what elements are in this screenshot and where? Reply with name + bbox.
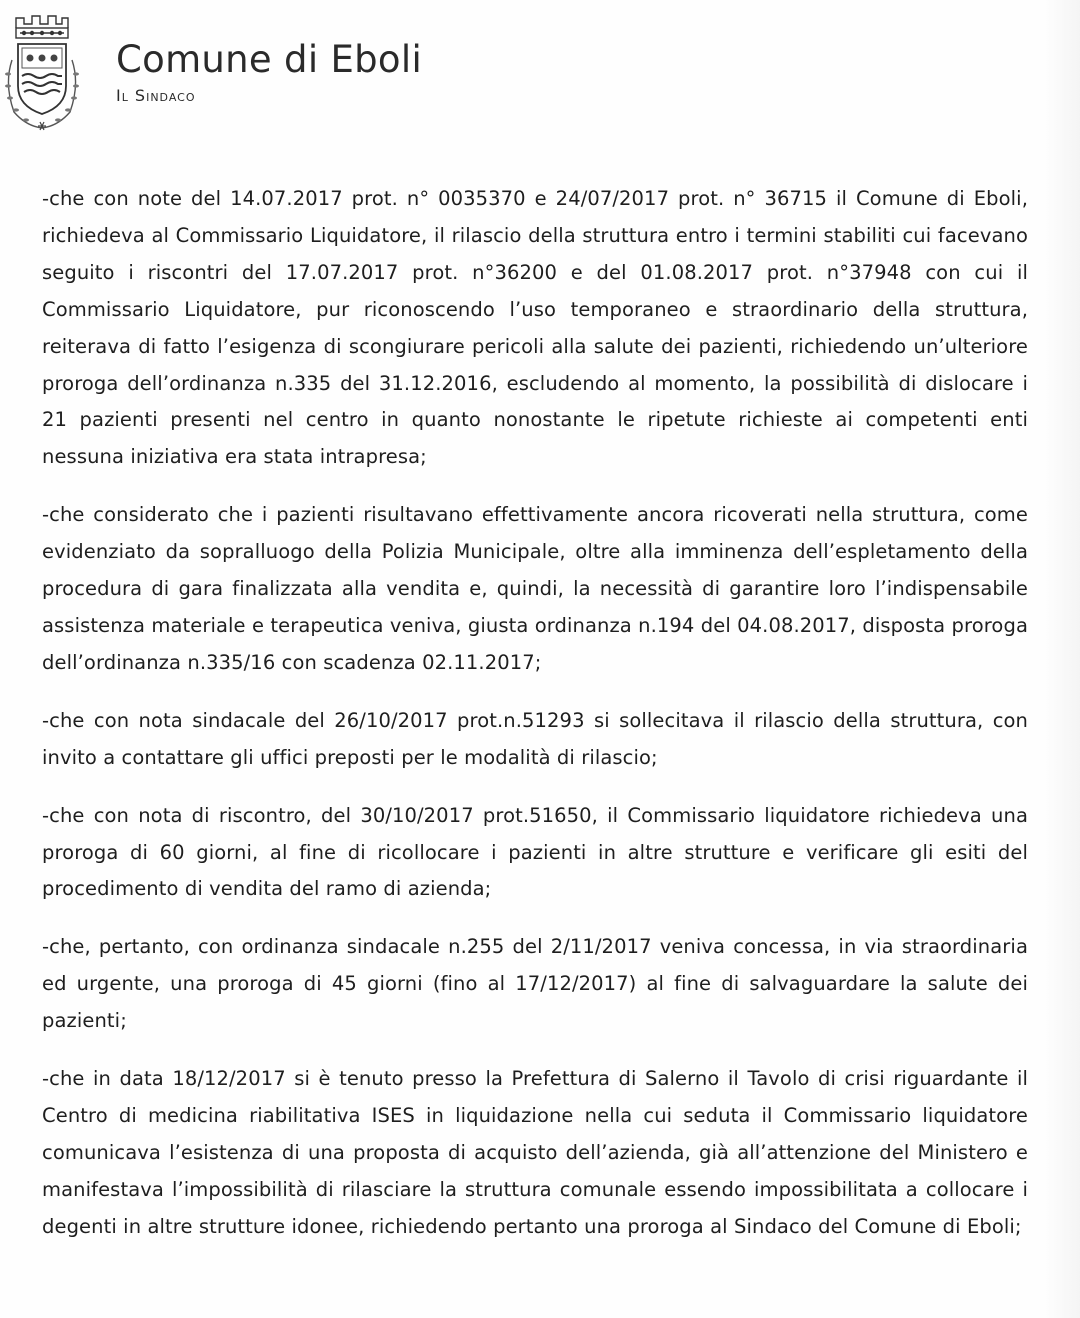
paragraph: -che, pertanto, con ordinanza sindacale n.255 del 2/11/2017 veniva concessa, in via straordinaria ed urgente, una proroga di 45 giorni (fino al 17/12/2017) al fine di salvaguardare la salute dei pazienti;	[42, 935, 1028, 1033]
paragraph: -che con nota di riscontro, del 30/10/2017 prot.51650, il Commissario liquidatore richiedeva una proroga di 60 giorni, al fine di ricollocare i pazienti in altre strutture e verificare gli esiti del procedimento di vendita del ramo di azienda;	[42, 803, 1028, 901]
letterhead	[116, 38, 422, 105]
paragraph: -che con note del 14.07.2017 prot. n° 0035370 e 24/07/2017 prot. n° 36715 il Comune di Eboli, richiedeva al Commissario Liquidatore, il rilascio della struttura entro i termini stabiliti cui facevano seguito i riscontri del 17.07.2017 prot. n°36200 e del 01.08.2017 prot. n°37948 con cui il Commissario Liquidatore, pur riconoscendo l’uso temporaneo e straordinario della struttura, reiterava di fatto l’esigenza di scongiurare pericoli alla salute dei pazienti, richiedendo un’ulteriore proroga dell’ordinanza n.335 del 31.12.2016, escludendo al momento, la possibilità di dislocare i 21 pazienti presenti nel centro in quanto nonostante le ripetute richieste ai competenti enti nessuna iniziativa era stata intrapresa;	[42, 187, 1028, 469]
paragraph: -che in data 18/12/2017 si è tenuto presso la Prefettura di Salerno il Tavolo di crisi riguardante il Centro di medicina riabilitativa ISES in liquidazione nella cui seduta il Commissario liquidatore comunicava l’esistenza di una proposta di acquisto dell’azienda, già all’attenzione del Ministero e manifestava l’impossibilità di rilasciare la struttura comunale essendo impossibilitata a collocare i degenti in altre strutture idonee, richiedendo pertanto una proroga al Sindaco del Comune di Eboli;	[42, 1067, 1028, 1238]
office-title: Il Sindaco	[116, 86, 196, 105]
paragraph: -che con nota sindacale del 26/10/2017 prot.n.51293 si sollecitava il rilascio della struttura, con invito a contattare gli uffici preposti per le modalità di rilascio;	[42, 708, 1028, 769]
municipality-name: Comune di Eboli	[116, 38, 423, 81]
scan-edge-shading	[1044, 0, 1080, 1318]
document-body	[42, 181, 1028, 1267]
paragraph: -che considerato che i pazienti risultavano effettivamente ancora ricoverati nella struttura, come evidenziato da sopralluogo della Polizia Municipale, oltre alla imminenza dell’espletamento della procedura di gara finalizzata alla vendita e, quindi, la necessità di garantire loro l’indispensabile assistenza materiale e terapeutica veniva, giusta ordinanza n.194 del 04.08.2017, disposta proroga dell’ordinanza n.335/16 con scadenza 02.11.2017;	[42, 503, 1028, 674]
municipal-crest-logo	[2, 14, 82, 132]
